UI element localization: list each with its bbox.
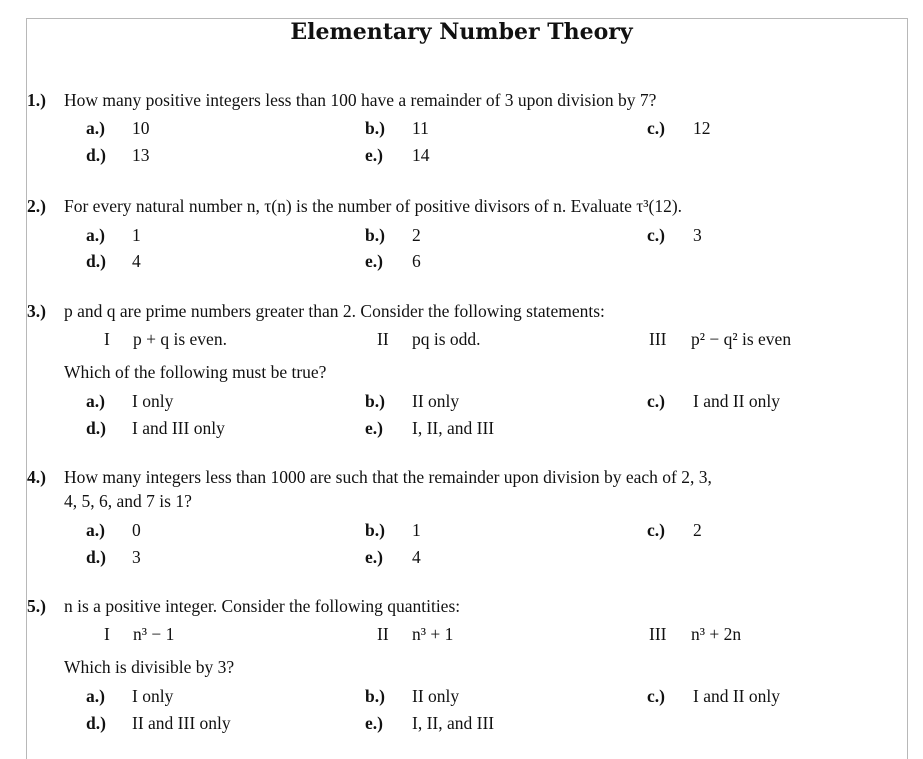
option-value[interactable]: 12 xyxy=(693,118,711,138)
option-value[interactable]: 14 xyxy=(412,145,430,165)
question-prompt-line1: How many integers less than 1000 are such that the remainder upon division by each of 2, 3, xyxy=(64,467,712,487)
question-prompt: For every natural number n, τ(n) is the number of positive divisors of n. Evaluate τ³(12). xyxy=(64,196,683,216)
option-value[interactable]: 11 xyxy=(412,118,429,138)
option-value[interactable]: I and III only xyxy=(132,418,225,438)
option-label: d.) xyxy=(86,145,106,165)
question-prompt: n is a positive integer. Consider the following quantities: xyxy=(64,596,461,616)
question-followup: Which of the following must be true? xyxy=(64,362,327,382)
option-label: c.) xyxy=(647,225,665,245)
statement-roman: II xyxy=(377,329,389,349)
question-followup: Which is divisible by 3? xyxy=(64,657,235,677)
option-value[interactable]: 10 xyxy=(132,118,150,138)
option-label: e.) xyxy=(365,251,383,271)
page-title: Elementary Number Theory xyxy=(290,19,633,45)
option-value[interactable]: I, II, and III xyxy=(412,713,495,733)
option-value[interactable]: II only xyxy=(412,686,460,706)
option-label: d.) xyxy=(86,418,106,438)
option-label: b.) xyxy=(365,391,385,411)
option-value[interactable]: 6 xyxy=(412,251,421,271)
statement-roman: III xyxy=(649,624,667,644)
option-label: c.) xyxy=(647,118,665,138)
option-value[interactable]: I, II, and III xyxy=(412,418,495,438)
option-label: b.) xyxy=(365,118,385,138)
option-label: a.) xyxy=(86,391,105,411)
option-value[interactable]: I and II only xyxy=(693,686,780,706)
statement-roman: II xyxy=(377,624,389,644)
option-value[interactable]: 2 xyxy=(693,520,702,540)
option-label: b.) xyxy=(365,520,385,540)
option-value[interactable]: II only xyxy=(412,391,460,411)
option-value[interactable]: I and II only xyxy=(693,391,780,411)
option-value[interactable]: I only xyxy=(132,686,174,706)
page-frame xyxy=(26,18,908,759)
statement-text: n³ + 2n xyxy=(691,624,742,644)
option-value[interactable]: 4 xyxy=(132,251,141,271)
option-label: e.) xyxy=(365,713,383,733)
statement-text: n³ − 1 xyxy=(133,624,175,644)
option-label: b.) xyxy=(365,225,385,245)
option-value[interactable]: II and III only xyxy=(132,713,231,733)
option-label: e.) xyxy=(365,418,383,438)
statement-roman: I xyxy=(104,624,110,644)
question-number: 2.) xyxy=(27,196,46,216)
option-value[interactable]: 1 xyxy=(412,520,421,540)
option-value[interactable]: 2 xyxy=(412,225,421,245)
statement-roman: III xyxy=(649,329,667,349)
option-label: c.) xyxy=(647,391,665,411)
option-label: d.) xyxy=(86,547,106,567)
option-label: d.) xyxy=(86,251,106,271)
option-label: a.) xyxy=(86,686,105,706)
question-prompt: p and q are prime numbers greater than 2. Consider the following statements: xyxy=(64,301,605,321)
statement-roman: I xyxy=(104,329,110,349)
option-label: c.) xyxy=(647,520,665,540)
question-number: 5.) xyxy=(27,596,46,616)
option-label: c.) xyxy=(647,686,665,706)
statement-text: pq is odd. xyxy=(412,329,481,349)
option-label: d.) xyxy=(86,713,106,733)
option-label: a.) xyxy=(86,118,105,138)
option-value[interactable]: 4 xyxy=(412,547,421,567)
option-value[interactable]: 13 xyxy=(132,145,150,165)
option-label: a.) xyxy=(86,225,105,245)
statement-text: p² − q² is even xyxy=(691,329,792,349)
statement-text: n³ + 1 xyxy=(412,624,454,644)
option-label: b.) xyxy=(365,686,385,706)
option-value[interactable]: 1 xyxy=(132,225,141,245)
option-label: e.) xyxy=(365,547,383,567)
option-label: e.) xyxy=(365,145,383,165)
option-value[interactable]: 0 xyxy=(132,520,141,540)
question-prompt: How many positive integers less than 100 have a remainder of 3 upon division by 7? xyxy=(64,90,657,110)
question-number: 3.) xyxy=(27,301,46,321)
option-value[interactable]: 3 xyxy=(693,225,702,245)
option-value[interactable]: 3 xyxy=(132,547,141,567)
statement-text: p + q is even. xyxy=(133,329,227,349)
option-value[interactable]: I only xyxy=(132,391,174,411)
question-prompt-line2: 4, 5, 6, and 7 is 1? xyxy=(64,491,192,511)
option-label: a.) xyxy=(86,520,105,540)
question-number: 4.) xyxy=(27,467,46,487)
question-number: 1.) xyxy=(27,90,46,110)
